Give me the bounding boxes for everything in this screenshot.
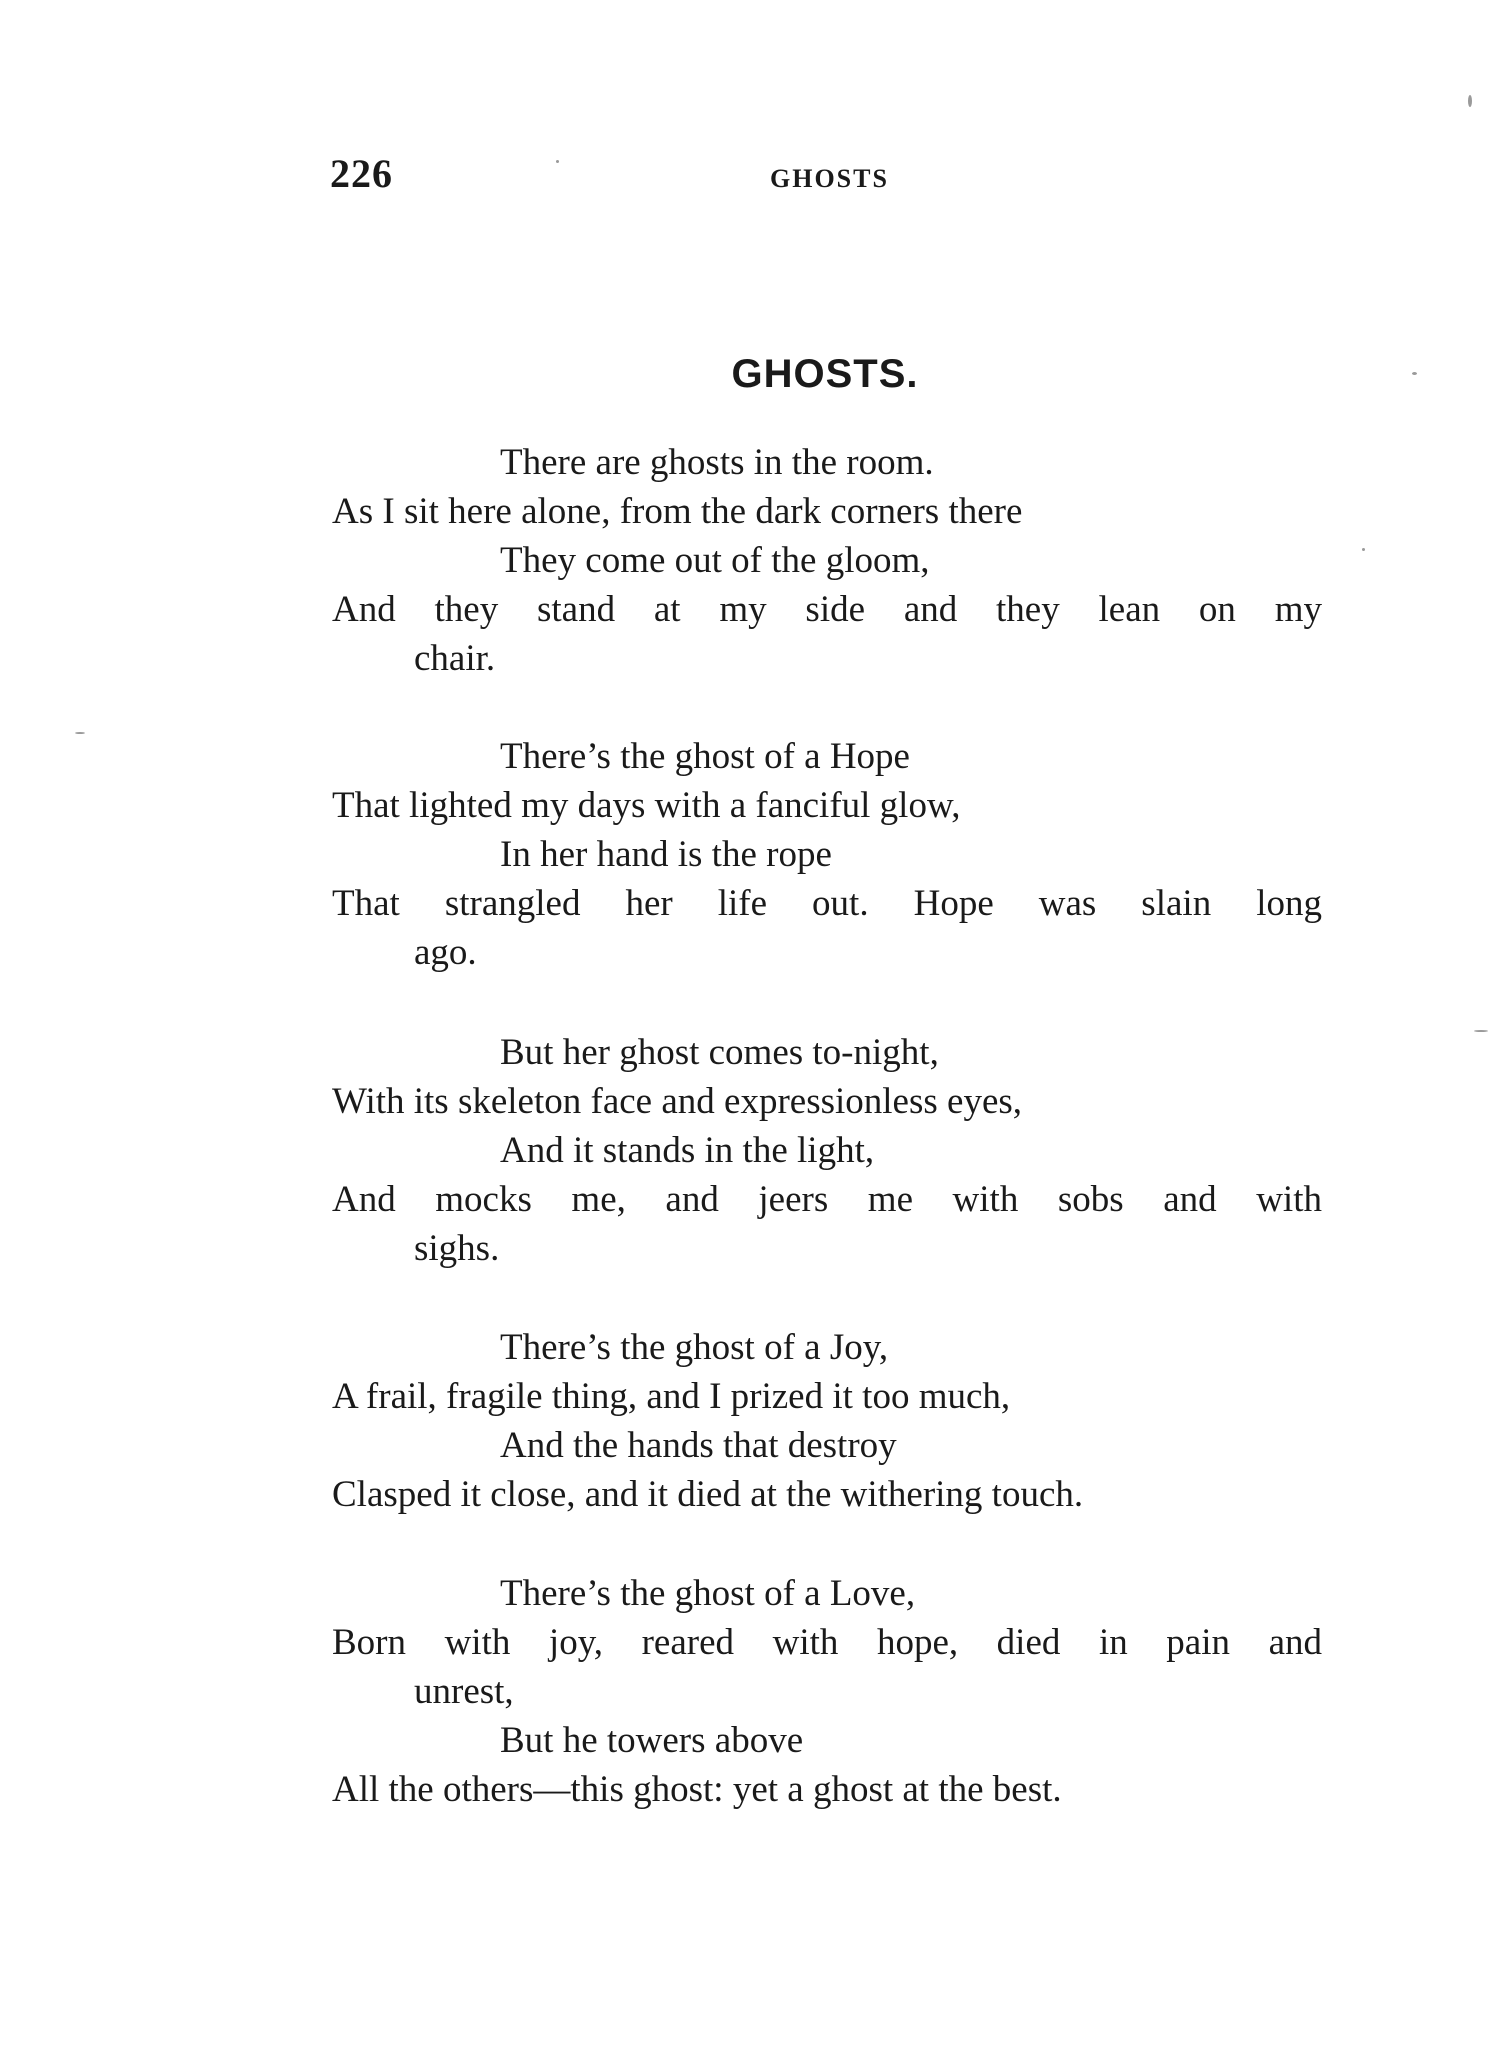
- poem-line: unrest,: [414, 1671, 514, 1712]
- scan-speck: [1412, 372, 1417, 375]
- scan-speck: [1468, 95, 1472, 107]
- stanza-2: [332, 732, 1322, 977]
- poem-line: Clasped it close, and it died at the withering touch.: [332, 1474, 1084, 1515]
- stanza-3: [332, 1028, 1322, 1273]
- poem-line: There’s the ghost of a Joy,: [500, 1327, 889, 1368]
- poem-line: There are ghosts in the room.: [500, 442, 934, 483]
- poem-line: But he towers above: [500, 1720, 804, 1761]
- stanza-5: [332, 1569, 1322, 1814]
- poem-line: sighs.: [414, 1228, 500, 1269]
- poem-line: And they stand at my side and they lean on my: [332, 589, 1322, 630]
- scan-speck: [1362, 548, 1365, 551]
- poem-line: A frail, fragile thing, and I prized it too much,: [332, 1376, 1011, 1417]
- running-head: [330, 150, 1320, 200]
- stanza-1: [332, 438, 1322, 683]
- scan-speck: [1474, 1030, 1488, 1032]
- poem-line: But her ghost comes to-night,: [500, 1032, 939, 1073]
- poem-line: There’s the ghost of a Love,: [500, 1573, 916, 1614]
- poem-line: As I sit here alone, from the dark corners there: [332, 491, 1023, 532]
- poem-title: GHOSTS.: [731, 352, 919, 396]
- page-number: 226: [330, 151, 393, 196]
- poem-line: With its skeleton face and expressionless eyes,: [332, 1081, 1023, 1122]
- running-title: GHOSTS: [770, 164, 889, 193]
- poem-line: And mocks me, and jeers me with sobs and with: [332, 1179, 1322, 1220]
- stanza-4: [332, 1323, 1322, 1519]
- poem-line: There’s the ghost of a Hope: [500, 736, 910, 777]
- poem-line: And it stands in the light,: [500, 1130, 875, 1171]
- scan-speck: [75, 732, 85, 734]
- poem-line: ago.: [414, 932, 477, 973]
- scan-speck: [556, 160, 559, 163]
- poem-line: They come out of the gloom,: [500, 540, 930, 581]
- poem-line: chair.: [414, 638, 496, 679]
- poem-line: That strangled her life out. Hope was slain long: [332, 883, 1322, 924]
- poem-line: All the others—this ghost: yet a ghost at the best.: [332, 1769, 1062, 1810]
- poem-line: And the hands that destroy: [500, 1425, 897, 1466]
- poem-line: In her hand is the rope: [500, 834, 832, 875]
- poem-line: That lighted my days with a fanciful glow,: [332, 785, 961, 826]
- poem-line: Born with joy, reared with hope, died in pain and: [332, 1622, 1322, 1663]
